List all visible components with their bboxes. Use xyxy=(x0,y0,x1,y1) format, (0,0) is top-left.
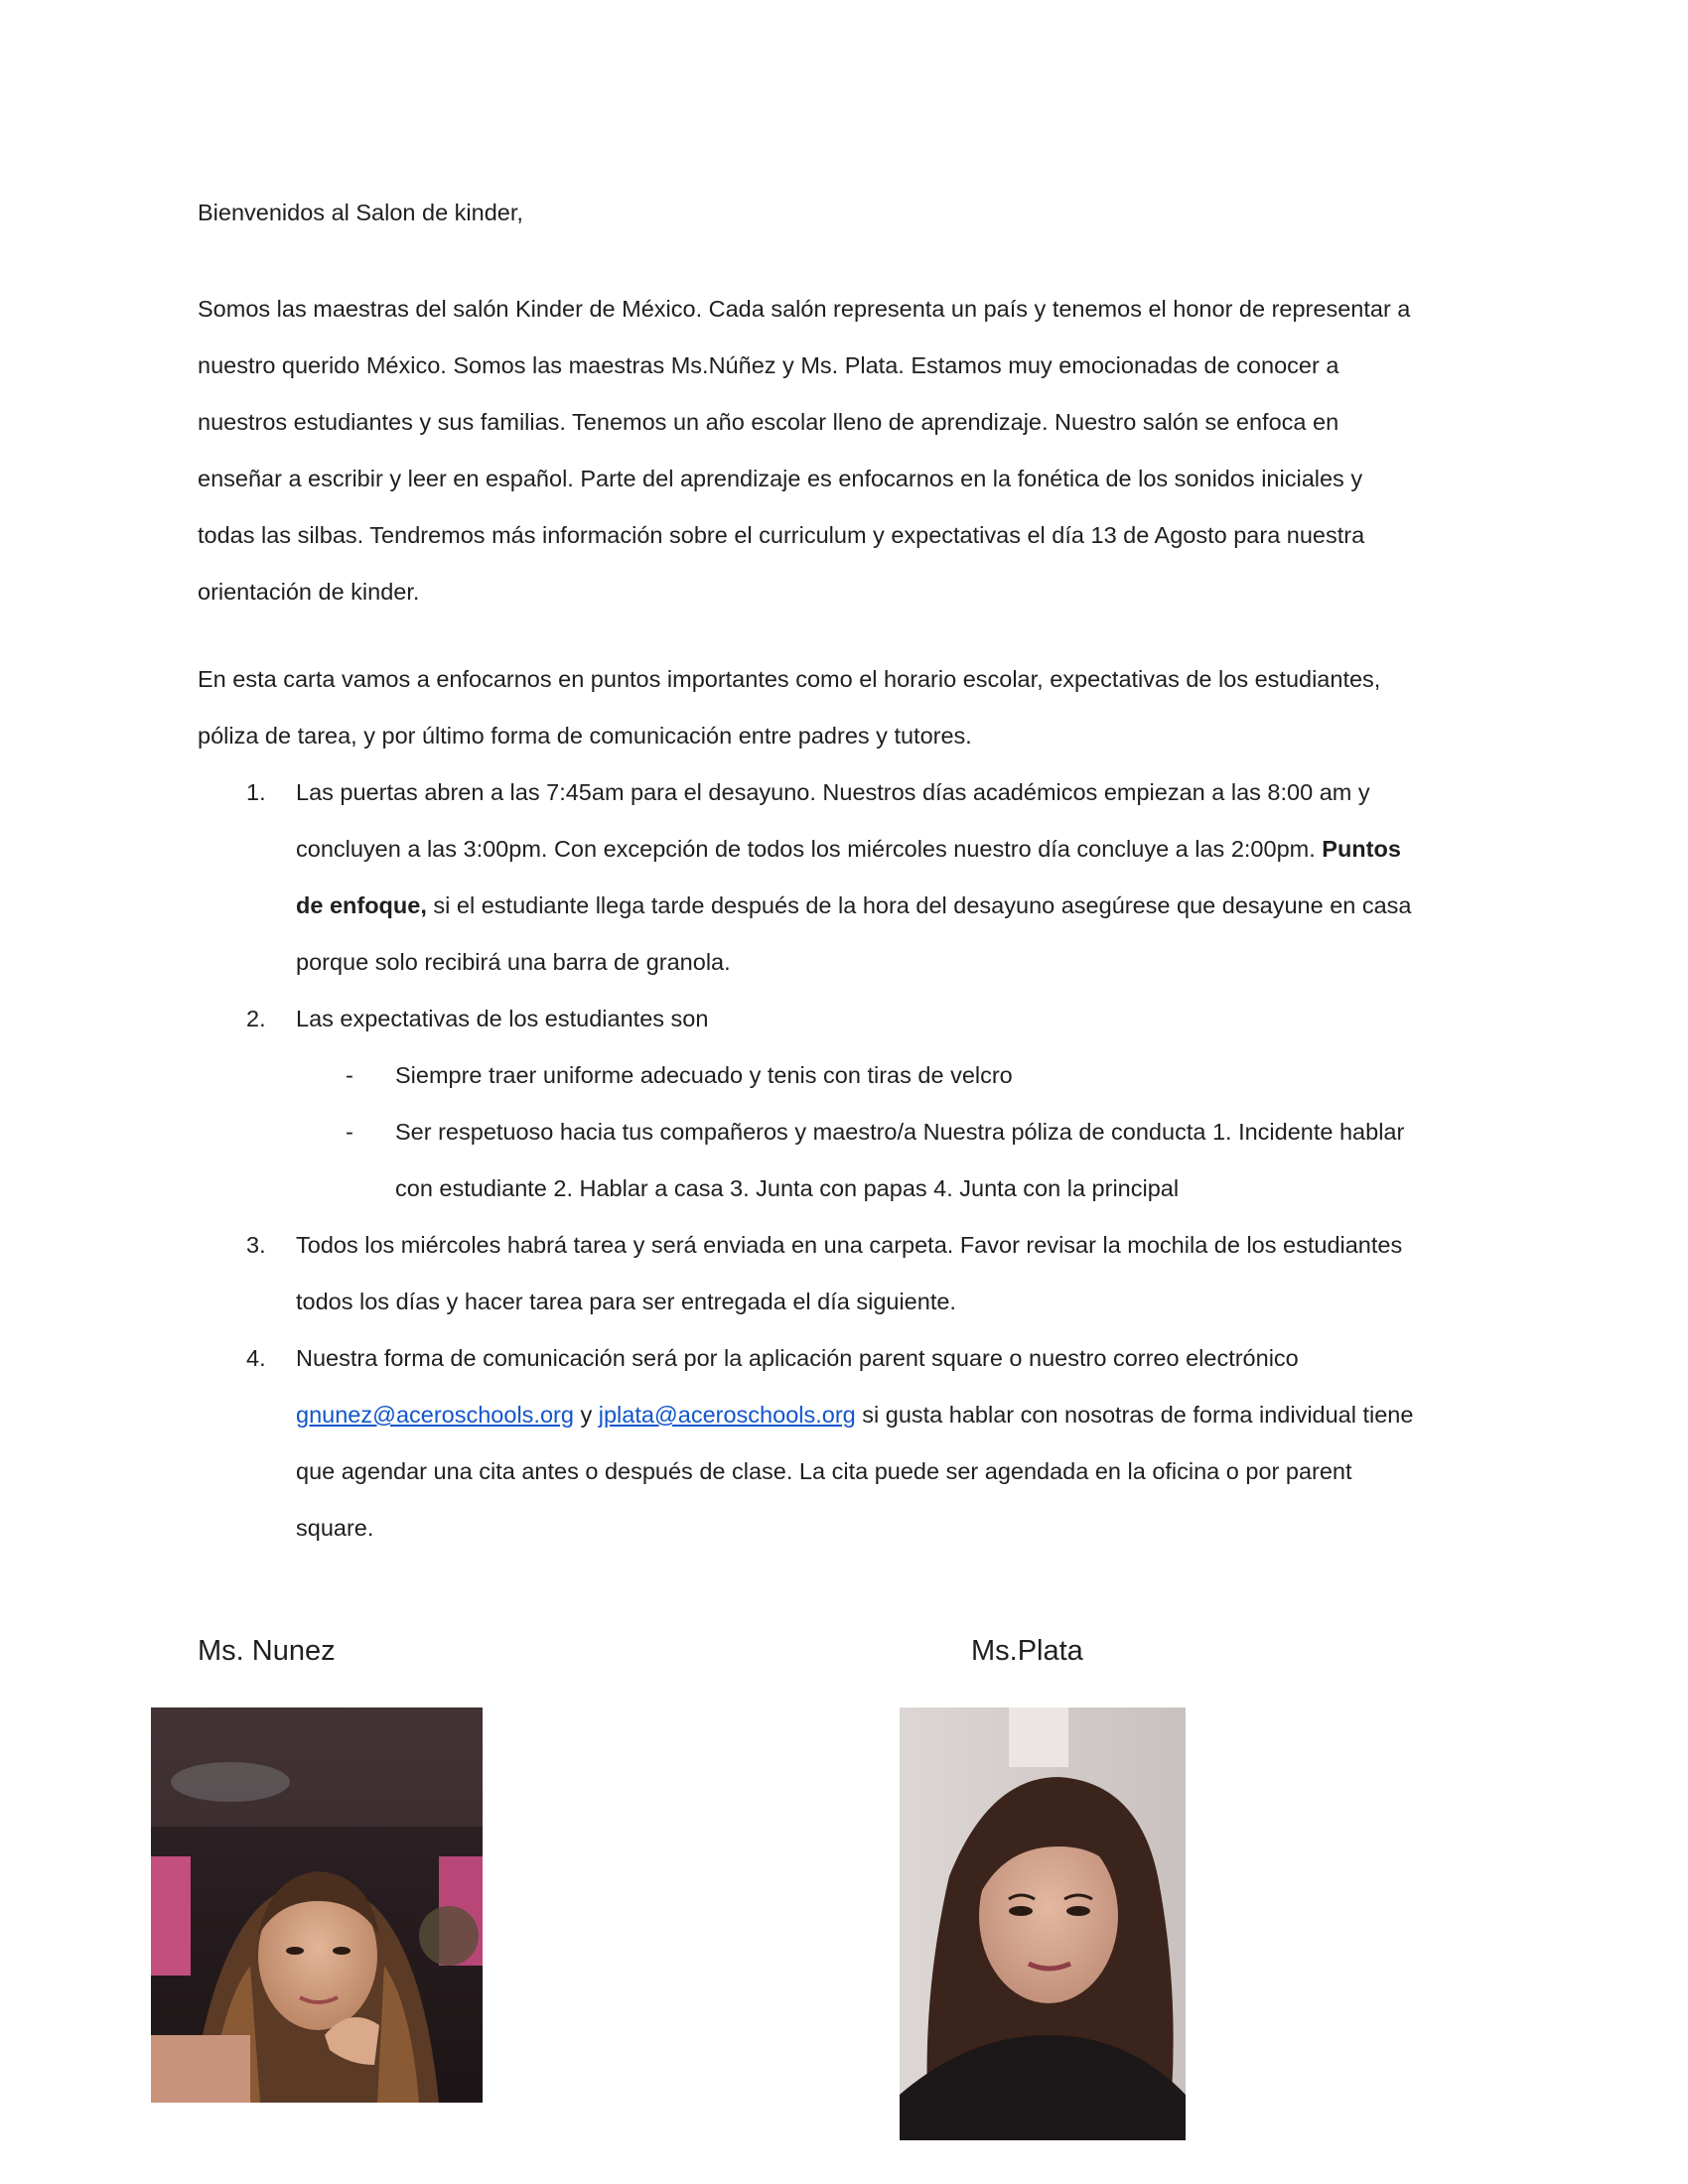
teacher-name-nunez: Ms. Nunez xyxy=(198,1635,336,1667)
bullet-marker: - xyxy=(346,1062,353,1088)
list-item-text: gnunez@aceroschools.org y jplata@aceroschools.org si gusta hablar con nosotras de forma individual tiene xyxy=(296,1402,1414,1428)
list-number: 1. xyxy=(246,779,266,805)
list-item-text: Nuestra forma de comunicación será por la aplicación parent square o nuestro correo electrónico xyxy=(296,1345,1299,1371)
intro-line: Somos las maestras del salón Kinder de México. Cada salón representa un país y tenemos el honor de representar a xyxy=(198,296,1411,322)
intro-line: nuestros estudiantes y sus familias. Tenemos un año escolar lleno de aprendizaje. Nuestro salón se enfoca en xyxy=(198,409,1339,435)
list-number: 4. xyxy=(246,1345,266,1371)
teacher-photo-nunez xyxy=(151,1707,483,2103)
email-link-nunez[interactable]: gnunez@aceroschools.org xyxy=(296,1402,574,1428)
list-item-text: porque solo recibirá una barra de granola. xyxy=(296,949,731,975)
teacher-name-plata: Ms.Plata xyxy=(971,1635,1083,1667)
focus-line: póliza de tarea, y por último forma de comunicación entre padres y tutores. xyxy=(198,723,972,749)
teacher-photo-plata xyxy=(900,1707,1186,2140)
email-link-plata[interactable]: jplata@aceroschools.org xyxy=(598,1402,856,1428)
list-item-text: Todos los miércoles habrá tarea y será enviada en una carpeta. Favor revisar la mochila de los estudiantes xyxy=(296,1232,1403,1258)
intro-line: enseñar a escribir y leer en español. Parte del aprendizaje es enfocarnos en la fonética de los sonidos iniciales y xyxy=(198,466,1363,491)
list-number: 2. xyxy=(246,1006,266,1031)
bullet-text: con estudiante 2. Hablar a casa 3. Junta con papas 4. Junta con la principal xyxy=(395,1175,1180,1201)
list-item-text: Las expectativas de los estudiantes son xyxy=(296,1006,709,1031)
greeting: Bienvenidos al Salon de kinder, xyxy=(198,200,523,225)
list-number: 3. xyxy=(246,1232,266,1258)
list-item-text: todos los días y hacer tarea para ser entregada el día siguiente. xyxy=(296,1289,956,1314)
list-item-text: Las puertas abren a las 7:45am para el desayuno. Nuestros días académicos empiezan a las 8:00 am y xyxy=(296,779,1370,805)
emphasis-text: de enfoque, xyxy=(296,892,427,918)
bullet-text: Ser respetuoso hacia tus compañeros y maestro/a Nuestra póliza de conducta 1. Incidente hablar xyxy=(395,1119,1405,1145)
intro-line: todas las silbas. Tendremos más información sobre el curriculum y expectativas el día 13 de Agosto para nuestra xyxy=(198,522,1365,548)
bullet-text: Siempre traer uniforme adecuado y tenis con tiras de velcro xyxy=(395,1062,1013,1088)
bullet-marker: - xyxy=(346,1119,353,1145)
list-item-text: de enfoque, si el estudiante llega tarde después de la hora del desayuno asegúrese que desayune en casa xyxy=(296,892,1412,918)
intro-line: nuestro querido México. Somos las maestras Ms.Núñez y Ms. Plata. Estamos muy emocionadas de conocer a xyxy=(198,352,1339,378)
list-item-text: concluyen a las 3:00pm. Con excepción de todos los miércoles nuestro día concluye a las 2:00pm. Puntos xyxy=(296,836,1401,862)
intro-line: orientación de kinder. xyxy=(198,579,420,605)
emphasis-text: Puntos xyxy=(1322,836,1401,862)
focus-line: En esta carta vamos a enfocarnos en puntos importantes como el horario escolar, expectativas de los estudiantes, xyxy=(198,666,1381,692)
list-item-text: square. xyxy=(296,1515,374,1541)
list-item-text: que agendar una cita antes o después de clase. La cita puede ser agendada en la oficina o por parent xyxy=(296,1458,1352,1484)
